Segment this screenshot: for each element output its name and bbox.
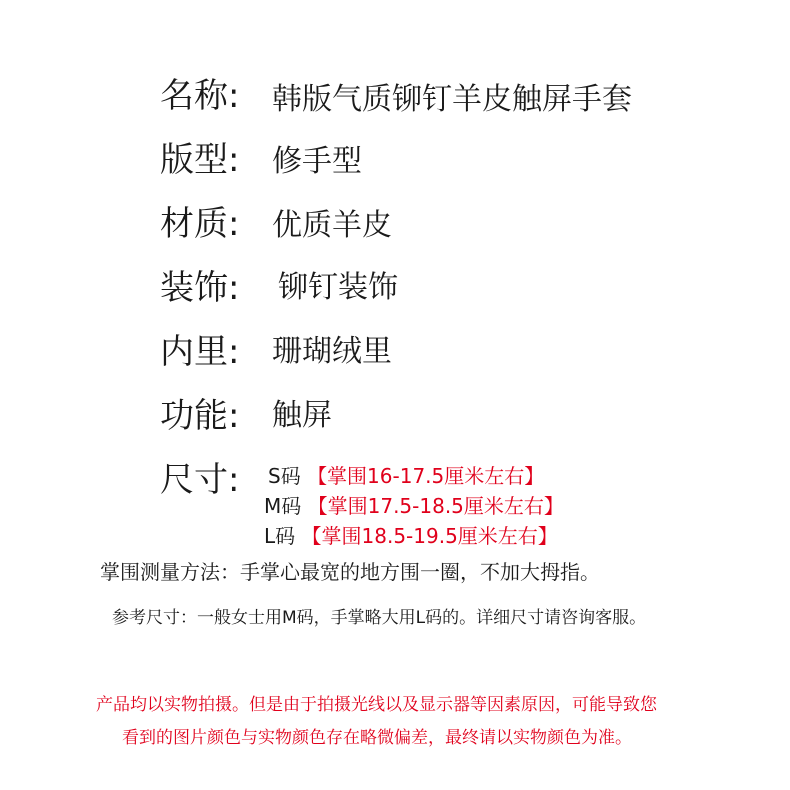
function-value: 触屏 bbox=[272, 398, 332, 433]
size-code: M码 bbox=[264, 494, 302, 518]
name-value: 韩版气质铆钉羊皮触屏手套 bbox=[272, 82, 632, 117]
fit-label: 版型: bbox=[160, 140, 240, 180]
reference-note: 参考尺寸：一般女士用M码，手掌略大用L码的。详细尺寸请咨询客服。 bbox=[112, 608, 647, 628]
size-range: 【掌围17.5-18.5厘米左右】 bbox=[307, 494, 564, 518]
material-value: 优质羊皮 bbox=[272, 208, 392, 243]
material-label: 材质: bbox=[160, 204, 240, 244]
size-row-s bbox=[268, 460, 544, 489]
lining-value: 珊瑚绒里 bbox=[272, 334, 392, 369]
disclaimer-line-1: 产品均以实物拍摄。但是由于拍摄光线以及显示器等因素原因，可能导致您 bbox=[96, 695, 657, 715]
name-label: 名称: bbox=[160, 76, 240, 116]
lining-label: 内里: bbox=[160, 332, 240, 372]
disclaimer-line-2: 看到的图片颜色与实物颜色存在略微偏差，最终请以实物颜色为准。 bbox=[122, 728, 632, 748]
size-row-m bbox=[264, 490, 564, 519]
measure-note: 掌围测量方法：手掌心最宽的地方围一圈，不加大拇指。 bbox=[100, 560, 600, 584]
function-label: 功能: bbox=[160, 396, 240, 436]
size-label: 尺寸: bbox=[160, 460, 240, 500]
size-range: 【掌围18.5-19.5厘米左右】 bbox=[301, 524, 558, 548]
fit-value: 修手型 bbox=[272, 144, 362, 179]
size-range: 【掌围16-17.5厘米左右】 bbox=[307, 464, 545, 488]
decoration-label: 装饰: bbox=[160, 268, 240, 308]
size-row-l bbox=[264, 520, 558, 549]
size-code: L码 bbox=[264, 524, 296, 548]
size-code: S码 bbox=[268, 464, 301, 488]
decoration-value: 铆钉装饰 bbox=[278, 270, 398, 305]
